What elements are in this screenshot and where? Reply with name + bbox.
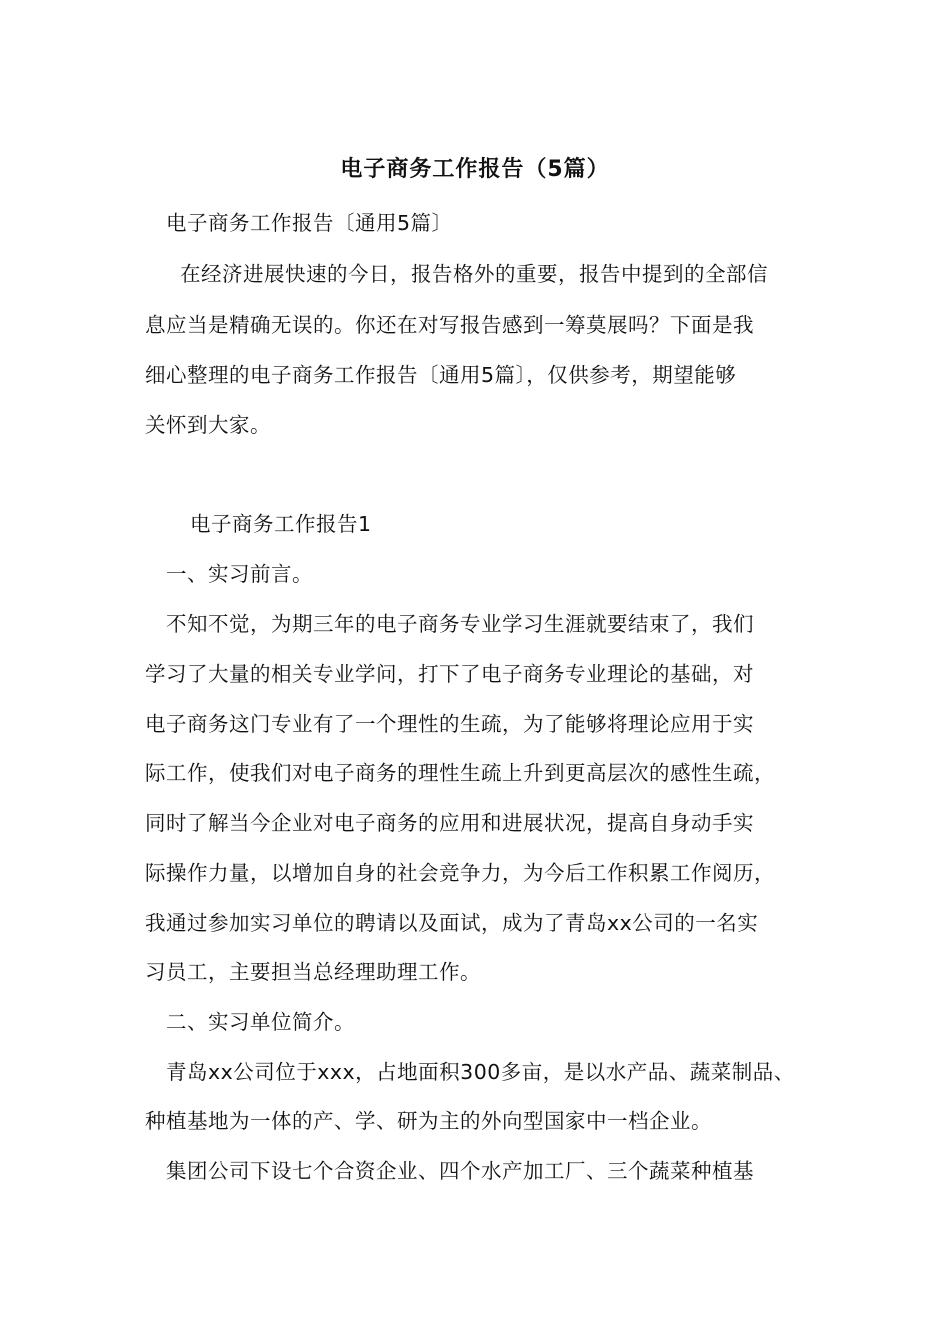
document-subtitle: 电子商务工作报告〔通用5篇〕 <box>166 211 453 235</box>
part2-line: 青岛xx公司位于xxx，占地面积300多亩，是以水产品、蔬菜制品、 <box>166 1060 795 1084</box>
intro-line: 息应当是精确无误的。你还在对写报告感到一筹莫展吗？下面是我 <box>145 313 754 337</box>
part3-line: 集团公司下设七个合资企业、四个水产加工厂、三个蔬菜种植基 <box>166 1159 754 1183</box>
part2-heading: 二、实习单位简介。 <box>166 1010 355 1034</box>
part1-line: 际操作力量，以增加自身的社会竞争力，为今后工作积累工作阅历， <box>145 861 775 885</box>
intro-line: 在经济进展快速的今日，报告格外的重要，报告中提到的全部信 <box>180 262 768 286</box>
part1-line: 我通过参加实习单位的聘请以及面试，成为了青岛xx公司的一名实 <box>145 911 759 935</box>
part1-line: 际工作，使我们对电子商务的理性生疏上升到更高层次的感性生疏， <box>145 761 775 785</box>
part1-line: 同时了解当今企业对电子商务的应用和进展状况，提高自身动手实 <box>145 811 754 835</box>
part1-line: 学习了大量的相关专业学问，打下了电子商务专业理论的基础，对 <box>145 662 754 686</box>
section-heading: 电子商务工作报告1 <box>190 512 372 536</box>
part2-line: 种植基地为一体的产、学、研为主的外向型国家中一档企业。 <box>145 1109 712 1133</box>
part1-line: 不知不觉，为期三年的电子商务专业学习生涯就要结束了，我们 <box>166 612 754 636</box>
document-title: 电子商务工作报告（5篇） <box>340 157 610 182</box>
part1-line: 电子商务这门专业有了一个理性的生疏，为了能够将理论应用于实 <box>145 712 754 736</box>
part1-heading: 一、实习前言。 <box>166 562 313 586</box>
part1-line: 习员工，主要担当总经理助理工作。 <box>145 960 481 984</box>
intro-line: 细心整理的电子商务工作报告〔通用5篇〕，仅供参考，期望能够 <box>145 363 737 387</box>
intro-line: 关怀到大家。 <box>145 413 271 437</box>
